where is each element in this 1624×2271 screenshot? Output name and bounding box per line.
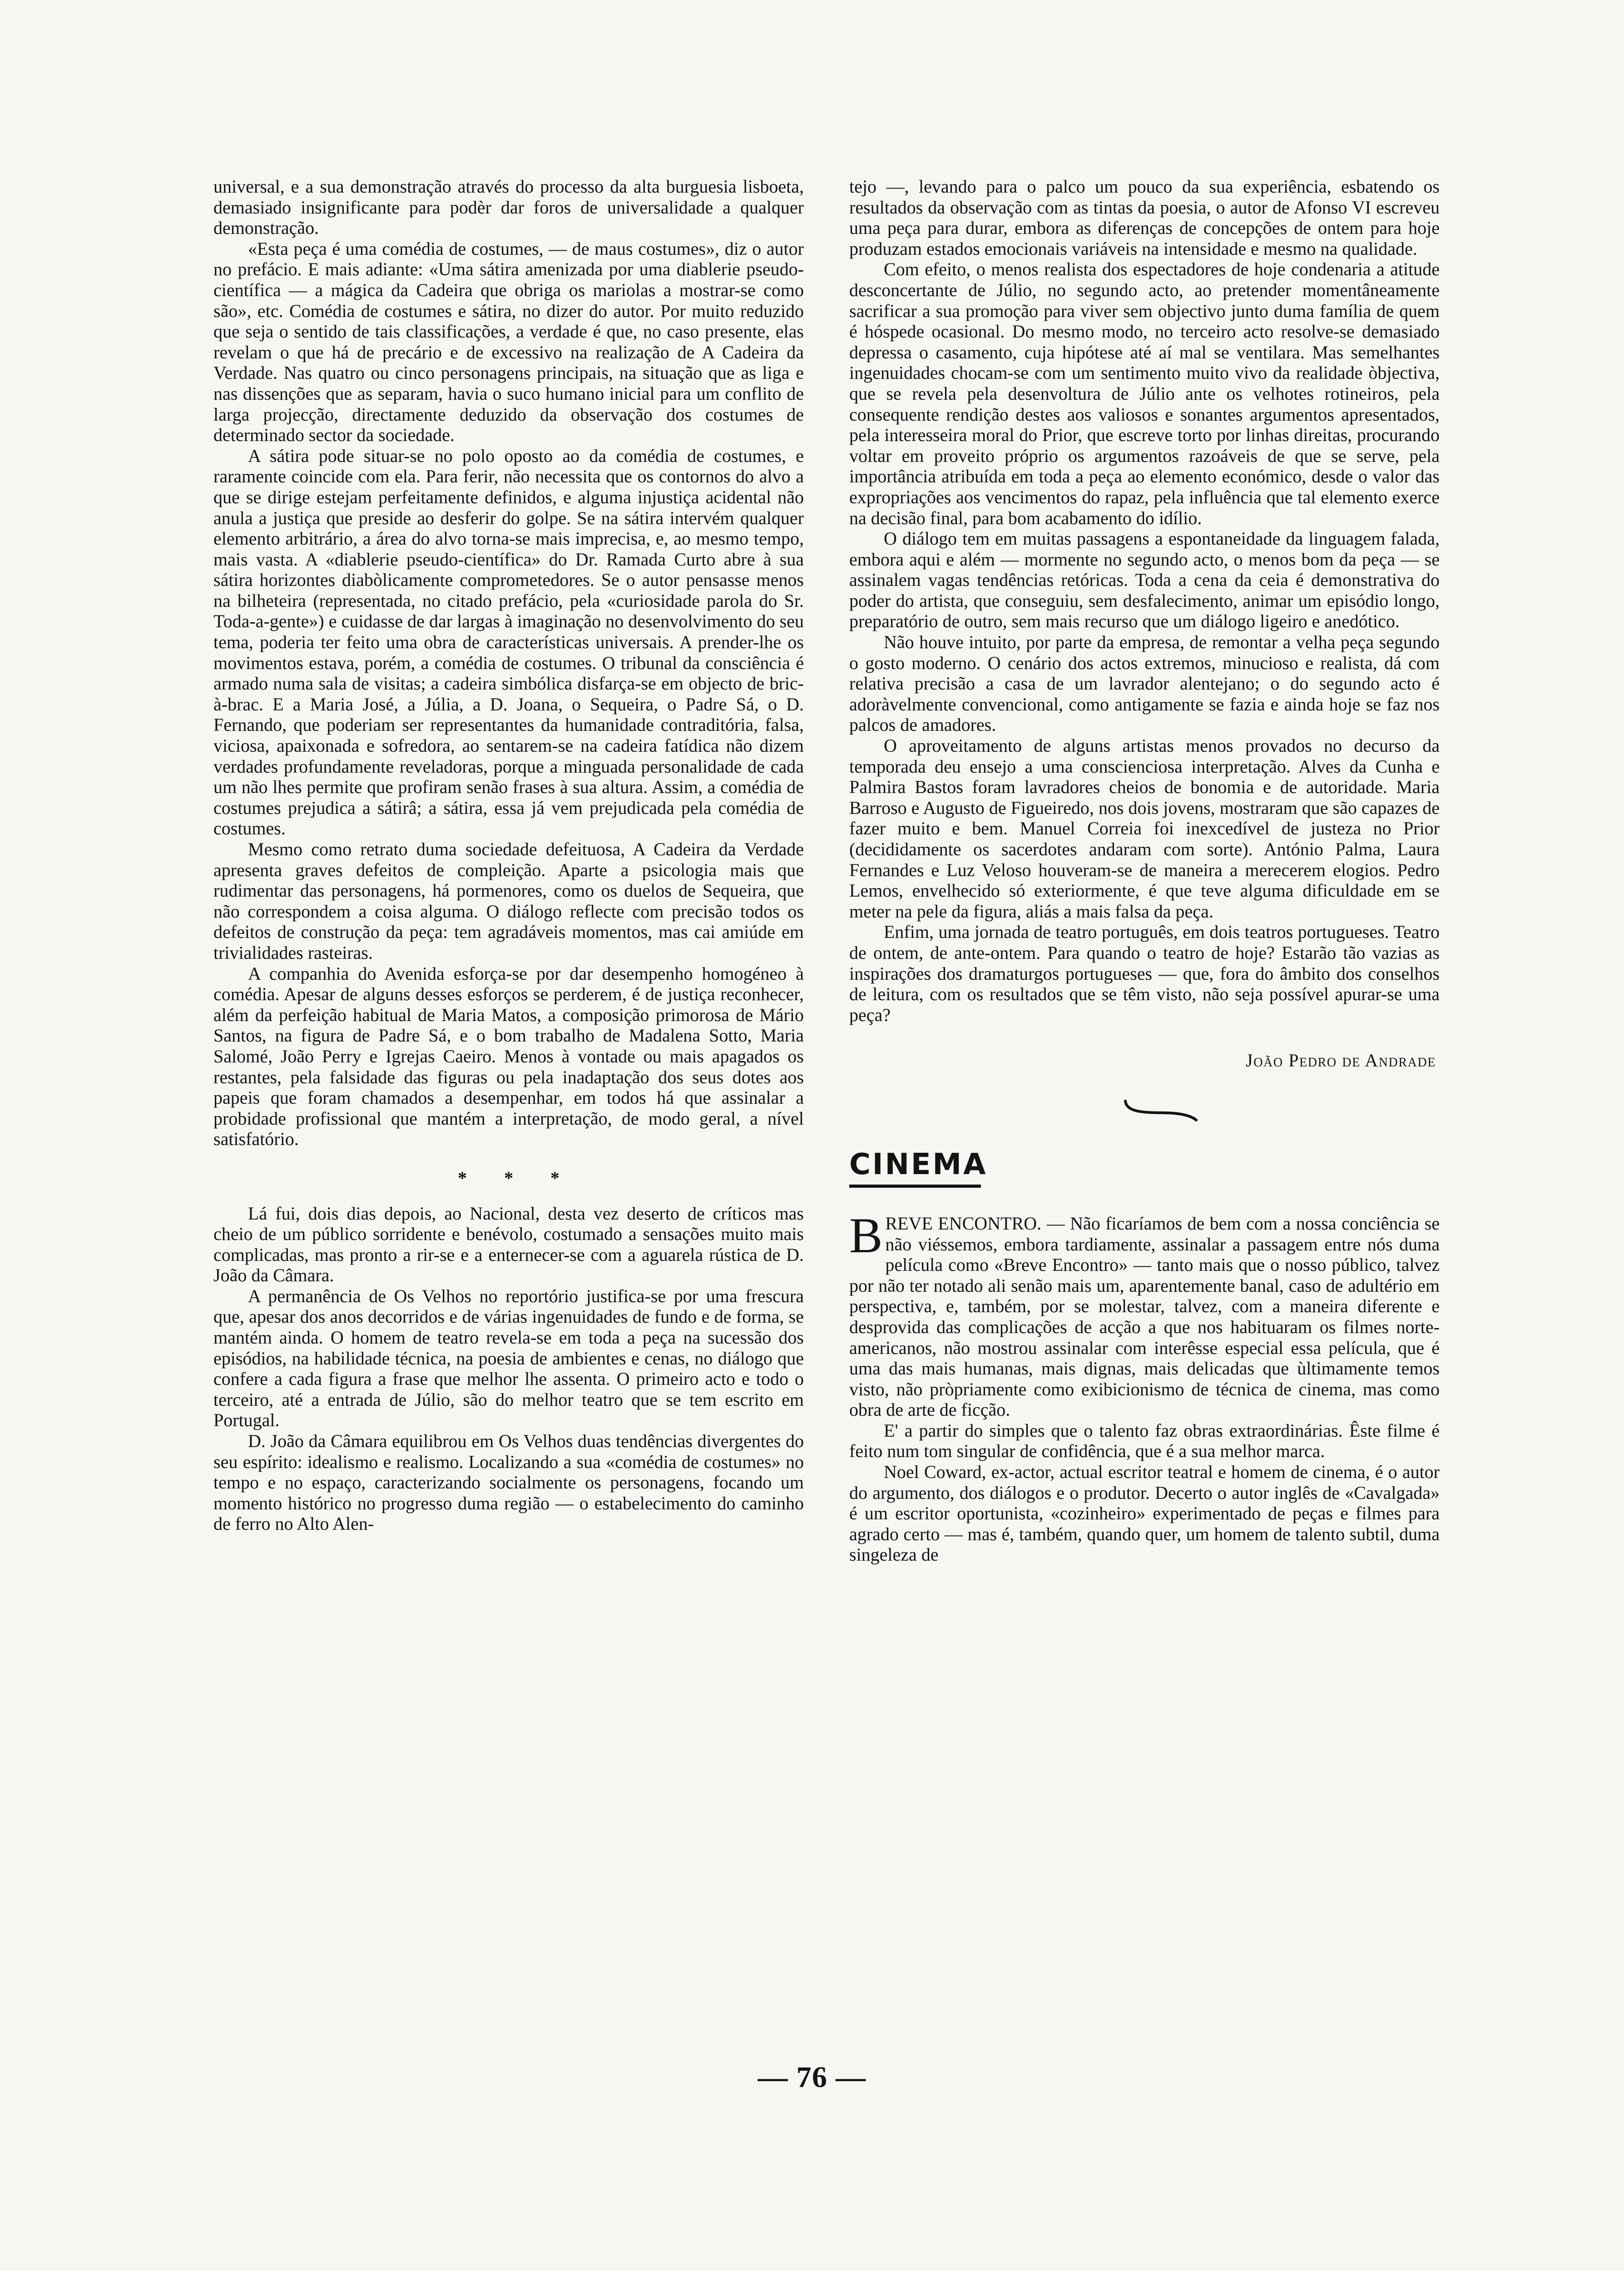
- cinema-first-paragraph: [849, 1207, 1440, 1420]
- section-separator: * * *: [458, 1167, 576, 1188]
- paragraph: Mesmo como retrato duma sociedade defeituosa, A Cadeira da Verdade apresenta graves defeitos de compleição. Aparte a psicologia mais que rudimentar das personagens, há pormenores, como os duelos de Sequeira, que não correspondem a coisa alguma. O diálogo reflecte com precisão todos os defeitos de construção da peça: tem agradáveis momentos, mas cai amiúde em trivialidades rasteiras.: [213, 839, 804, 963]
- page-number: — 76 —: [758, 2061, 866, 2094]
- paragraph: Noel Coward, ex-actor, actual escritor teatral e homem de cinema, é o autor do argumento, dos diálogos e o produtor. Decerto o autor inglês de «Cavalgada» é um escritor oportunista, «cozinheiro» experimentado de peças e filmes para agrado certo — mas é, também, quando quer, um homem de talento subtil, duma singeleza de: [849, 1462, 1440, 1565]
- paragraph: A companhia do Avenida esforça-se por dar desempenho homogéneo à comédia. Apesar de alguns desses esforços se perderem, é de justiça reconhecer, além da perfeição habitual de Maria Matos, a composição primorosa de Mário Santos, na figura de Padre Sá, e o bom trabalho de Madalena Sotto, Maria Salomé, João Perry e Igrejas Caeiro. Menos à vontade ou mais apagados os restantes, pela falsidade das figuras ou pela inadaptação dos seus dotes aos papeis que foram chamados a desempenhar, em todos há que assinalar a probidade profissional que mantém a interpretação, de modo geral, a nível satisfatório.: [213, 963, 804, 1150]
- paragraph: A permanência de Os Velhos no reportório justifica-se por uma frescura que, apesar dos anos decorridos e de várias ingenuidades de fundo e de forma, se mantém ainda. O homem de teatro revela-se em toda a peça na sucessão dos episódios, na habilidade técnica, na poesia de ambientes e cenas, no diálogo que confere a cada figura a frase que melhor lhe assenta. O primeiro acto e todo o terceiro, até a entrada de Júlio, são do melhor teatro que se tem escrito em Portugal.: [213, 1285, 804, 1431]
- author-signature: João Pedro de Andrade: [1246, 1050, 1436, 1071]
- paragraph: tejo —, levando para o palco um pouco da sua experiência, esbatendo os resultados da observação com as tintas da poesia, o autor de Afonso VI escreveu uma peça para durar, embora as diferenças de concepções de ontem para hoje produzam estados emocionais variáveis na intensidade e mesmo na qualidade.: [849, 176, 1440, 259]
- paragraph: Com efeito, o menos realista dos espectadores de hoje condenaria a atitude desconcertante de Júlio, no segundo acto, ao pretender momentâneamente sacrificar a sua promoção para viver sem objectivo junto duma família de quem é hóspede ocasional. Do mesmo modo, no terceiro acto resolve-se demasiado depressa o casamento, cuja hipótese até aí mal se ventilara. Mas semelhantes ingenuidades chocam-se com um sentimento muito vivo da realidade òbjectiva, que se revela pela desenvoltura de Júlio ante os velhotes rotineiros, pela consequente rendição destes aos valiosos e sonantes argumentos apresentados, pela interesseira moral do Prior, que escreve torto por linhas direitas, procurando voltar em proveito próprio os argumentos razoáveis de que se serve, pela importância atribuída em toda a peça ao elemento económico, desde o valor das expropriações aos vencimentos do rapaz, pela influência que tal elemento exerce na decisão final, para bom acabamento do idílio.: [849, 259, 1440, 528]
- paragraph-text: REVE ENCONTRO. — Não ficaríamos de bem com a nossa conciência se não viéssemos, embora tardiamente, assinalar a passagem entre nós duma película como «Breve Encontro» — tanto mais que o nosso público, talvez por não ter notado ali senão mais um, aparentemente banal, caso de adultério em perspectiva, e, também, por se molestar, talvez, com a maneira diferente e desprovida das complicações de acção a que nos habituaram os filmes norte-americanos, não mostrou assinalar com interêsse especial essa película, que é uma das mais humanas, mais dignas, mais delicadas que ùltimamente temos visto, não pròpriamente como exibicionismo de técnica de cinema, mas como obra de arte de ficção.: [849, 1213, 1440, 1420]
- paragraph: A sátira pode situar-se no polo oposto ao da comédia de costumes, e raramente coincide com ela. Para ferir, não necessita que os contornos do alvo a que se dirige estejam perfeitamente definidos, e alguma injustiça acidental não anula a justiça que preside ao desferir do golpe. Se na sátira intervém qualquer elemento arbitrário, a área do alvo torna-se mais imprecisa, e, ao mesmo tempo, mais vasta. A «diablerie pseudo-científica» do Dr. Ramada Curto abre à sua sátira horizontes diabòlicamente comprometedores. Se o autor pensasse menos na bilheteira (representada, no citado prefácio, pela «curiosidade parola do Sr. Toda-a-gente») e cuidasse de dar largas à imaginação no desenvolvimento do seu tema, poderia ter feito uma obra de características universais. A prender-lhe os movimentos estava, porém, a comédia de costumes. O tribunal da consciência é armado numa sala de visitas; a cadeira simbólica disfarça-se em objecto de bric-à-brac. E a Maria José, a Júlia, a D. Joana, o Sequeira, o Padre Sá, o D. Fernando, que poderiam ser representantes da humanidade contraditória, falsa, viciosa, apaixonada e sofredora, ao sentarem-se na cadeira fatídica não dizem verdades profundamente reveladoras, porque a minguada personalidade de cada um não lhes permite que profiram senão frases à sua altura. Assim, a comédia de costumes prejudica a sátirâ; a sátira, essa já vem prejudicada pela comédia de costumes.: [213, 445, 804, 839]
- flourish-ornament-icon: [1122, 1097, 1199, 1125]
- paragraph: O diálogo tem em muitas passagens a espontaneidade da linguagem falada, embora aqui e além — mormente no segundo acto, o menos bom da peça — se assinalem vagas tendências retóricas. Toda a cena da ceia é demonstrativa do poder do artista, que conseguiu, sem desfalecimento, animar um episódio longo, preparatório de outro, sem mais recurso que um diálogo ligeiro e anedótico.: [849, 528, 1440, 632]
- paragraph: Não houve intuito, por parte da empresa, de remontar a velha peça segundo o gosto moderno. O cenário dos actos extremos, minucioso e realista, dá com relativa precisão a casa de um lavrador alentejano; o do segundo acto é adoràvelmente convencional, como antigamente se fazia e ainda hoje se faz nos palcos de amadores.: [849, 632, 1440, 735]
- paragraph: E' a partir do simples que o talento faz obras extraordinárias. Êste filme é feito num tom singular de confidência, que é a sua melhor marca.: [849, 1420, 1440, 1462]
- section-title-cinema: CINEMA: [849, 1146, 981, 1188]
- paragraph: D. João da Câmara equilibrou em Os Velhos duas tendências divergentes do seu espírito: idealismo e realismo. Localizando a sua «comédia de costumes» no tempo e no espaço, caracterizando socialmente os personagens, focando um momento histórico no progresso duma região — o estabelecimento do caminho de ferro no Alto Alen-: [213, 1431, 804, 1534]
- paragraph: Enfim, uma jornada de teatro português, em dois teatros portugueses. Teatro de ontem, de ante-ontem. Para quando o teatro de hoje? Estarão tão vazias as inspirações dos dramaturgos portugueses — que, fora do âmbito dos conselhos de leitura, com os resultados que se têm visto, não seja possível apurar-se uma peça?: [849, 922, 1440, 1025]
- paragraph: Lá fui, dois dias depois, ao Nacional, desta vez deserto de críticos mas cheio de um público sorridente e benévolo, costumado a sensações muito mais complicadas, mas pronto a rir-se e a enternecer-se com a aguarela rústica de D. João da Câmara.: [213, 1203, 804, 1286]
- dropcap: B: [849, 1207, 883, 1263]
- right-column: [849, 176, 1440, 1565]
- paragraph: O aproveitamento de alguns artistas menos provados no decurso da temporada deu ensejo a uma conscienciosa interpretação. Alves da Cunha e Palmira Bastos foram lavradores cheios de bonomia e de autoridade. Maria Barroso e Augusto de Figueiredo, nos dois jovens, mostraram que são capazes de fazer muito e bem. Manuel Correia foi inexcedível de justeza no Prior (decididamente os sacerdotes andaram com sorte). António Palma, Laura Fernandes e Luz Veloso houveram-se de maneira a merecerem elogios. Pedro Lemos, envelhecido só exteriormente, é que teve alguma dificuldade em se meter na pele da figura, aliás a mais falsa da peça.: [849, 735, 1440, 922]
- left-column: [213, 176, 804, 1534]
- paragraph: universal, e a sua demonstração através do processo da alta burguesia lisboeta, demasiado insignificante para podèr dar foros de universalidade a qualquer demonstração.: [213, 176, 804, 238]
- paragraph: «Esta peça é uma comédia de costumes, — de maus costumes», diz o autor no prefácio. E mais adiante: «Uma sátira amenizada por uma diablerie pseudo-científica — a mágica da Cadeira que obriga os mariolas a mostrar-se como são», etc. Comédia de costumes e sátira, no dizer do autor. Por muito reduzido que seja o sentido de tais classificações, a verdade é que, no caso presente, elas revelam o que há de precário e de excessivo na realização de A Cadeira da Verdade. Nas quatro ou cinco personagens principais, na situação que as liga e nas dissenções que as separam, havia o suco humano inicial para um conflito de larga projecção, directamente deduzido da observação dos costumes de determinado sector da sociedade.: [213, 238, 804, 446]
